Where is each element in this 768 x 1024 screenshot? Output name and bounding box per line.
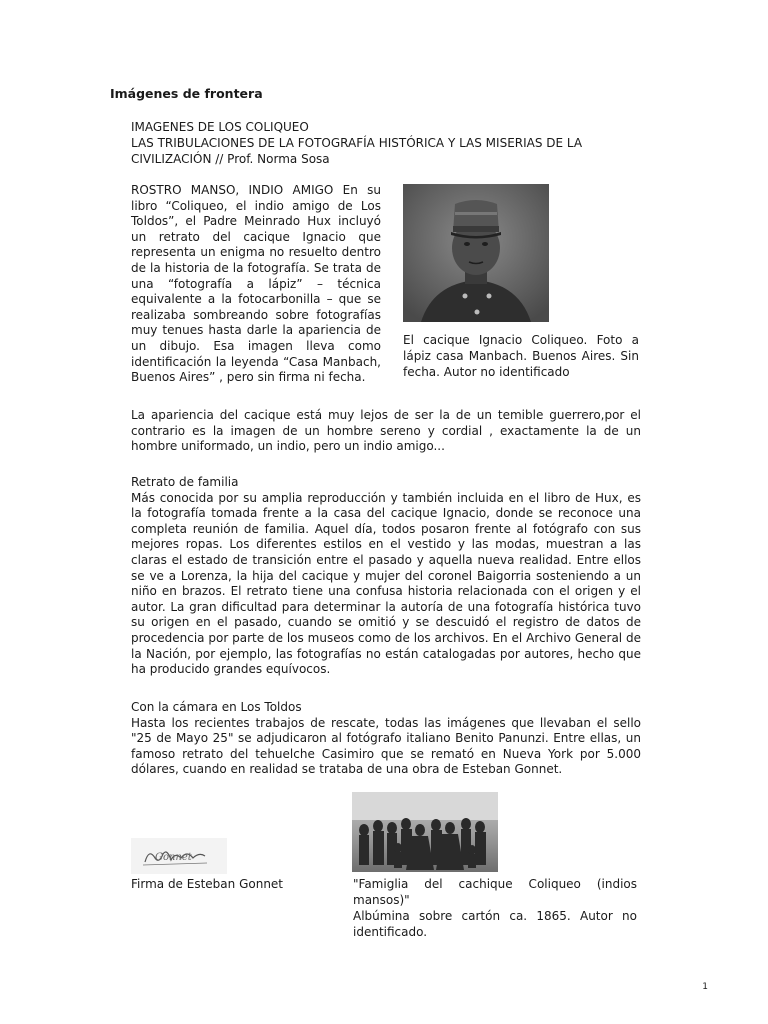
page-number: 1 — [702, 982, 708, 992]
header-line-1: IMAGENES DE LOS COLIQUEO — [131, 120, 309, 134]
section3-heading: Con la cámara en Los Toldos — [131, 700, 302, 714]
signature-caption: Firma de Esteban Gonnet — [131, 877, 284, 891]
document-title: Imágenes de frontera — [110, 86, 263, 101]
family-photo-caption — [353, 876, 637, 940]
section1-text: ROSTRO MANSO, INDIO AMIGO En su libro “Coliqueo, el indio amigo de Los Toldos”, el Padre Meinrado Hux incluyó un retrato del cacique Ignacio que representa un enigma no resuelto dentro de la historia de la fotografía. Se trata de una “fotografía a lápiz” – técnica equivalente a la fotocarbonilla – que se realizaba sombreando sobre fotografías muy tenues hasta darle la apariencia de un dibujo. Esa imagen lleva como identificación la leyenda “Casa Manbach, Buenos Aires” , pero sin firma ni fecha. — [131, 183, 381, 385]
gonnet-signature-image — [131, 838, 227, 874]
section2-heading: Retrato de familia — [131, 475, 239, 489]
family-photo-caption-line2: Albúmina sobre cartón ca. 1865. Autor no identificado. — [353, 909, 637, 939]
header-line-2: LAS TRIBULACIONES DE LA FOTOGRAFÍA HISTÓRICA Y LAS MISERIAS DE LA CIVILIZACIÓN // Prof. Norma Sosa — [131, 136, 583, 166]
section3-text: Hasta los recientes trabajos de rescate, todas las imágenes que llevaban el sello "25 de Mayo 25" se adjudicaron al fotógrafo italiano Benito Panunzi. Entre ellas, un famoso retrato del tehuelche Casimiro que se remató en Nueva York por 5.000 dólares, cuando en realidad se trataba de una obra de Esteban Gonnet. — [131, 715, 641, 777]
section2-text: Más conocida por su amplia reproducción y también incluida en el libro de Hux, es la fotografía tomada frente a la casa del cacique Ignacio, donde se reconoce una completa reunión de familia. Aquel día, todos posaron frente al fotógrafo con sus mejores ropas. Los diferentes estilos en el vestido y las modas, muestran a las claras el estado de transición entre el pasado y aquella nueva realidad. Entre ellos se ve a Lorenza, la hija del cacique y mujer del coronel Baigorria sosteniendo a un niño en brazos. El retrato tiene una confusa historia relacionada con el origen y el autor. La gran dificultad para determinar la autoría de una fotografía histórica tuvo su origen en el pasado, cuando se omitió y se descuidó el registro de datos de procedencia por parte de los museos como de los archivos. En el Archivo General de la Nación, por ejemplo, las fotografías no están catalogadas por autores, hecho que ha producido grandes equívocos. — [131, 490, 641, 677]
section1-continuation: La apariencia del cacique está muy lejos de ser la de un temible guerrero,por el contrario es la imagen de un hombre sereno y cordial , exactamente la de un hombre uniformado, un indio, pero un indio amigo... — [131, 408, 641, 454]
section2 — [131, 475, 641, 678]
portrait-caption: El cacique Ignacio Coliqueo. Foto a lápiz casa Manbach. Buenos Aires. Sin fecha. Autor no identificado — [403, 333, 639, 379]
signature-text: Gonnet — [155, 852, 192, 863]
coliqueo-family-photo — [352, 792, 498, 872]
article-header — [131, 119, 641, 167]
cacique-portrait-image — [403, 184, 549, 322]
family-photo-caption-line1: "Famiglia del cachique Coliqueo (indios mansos)" — [353, 877, 637, 907]
section3 — [131, 700, 641, 778]
